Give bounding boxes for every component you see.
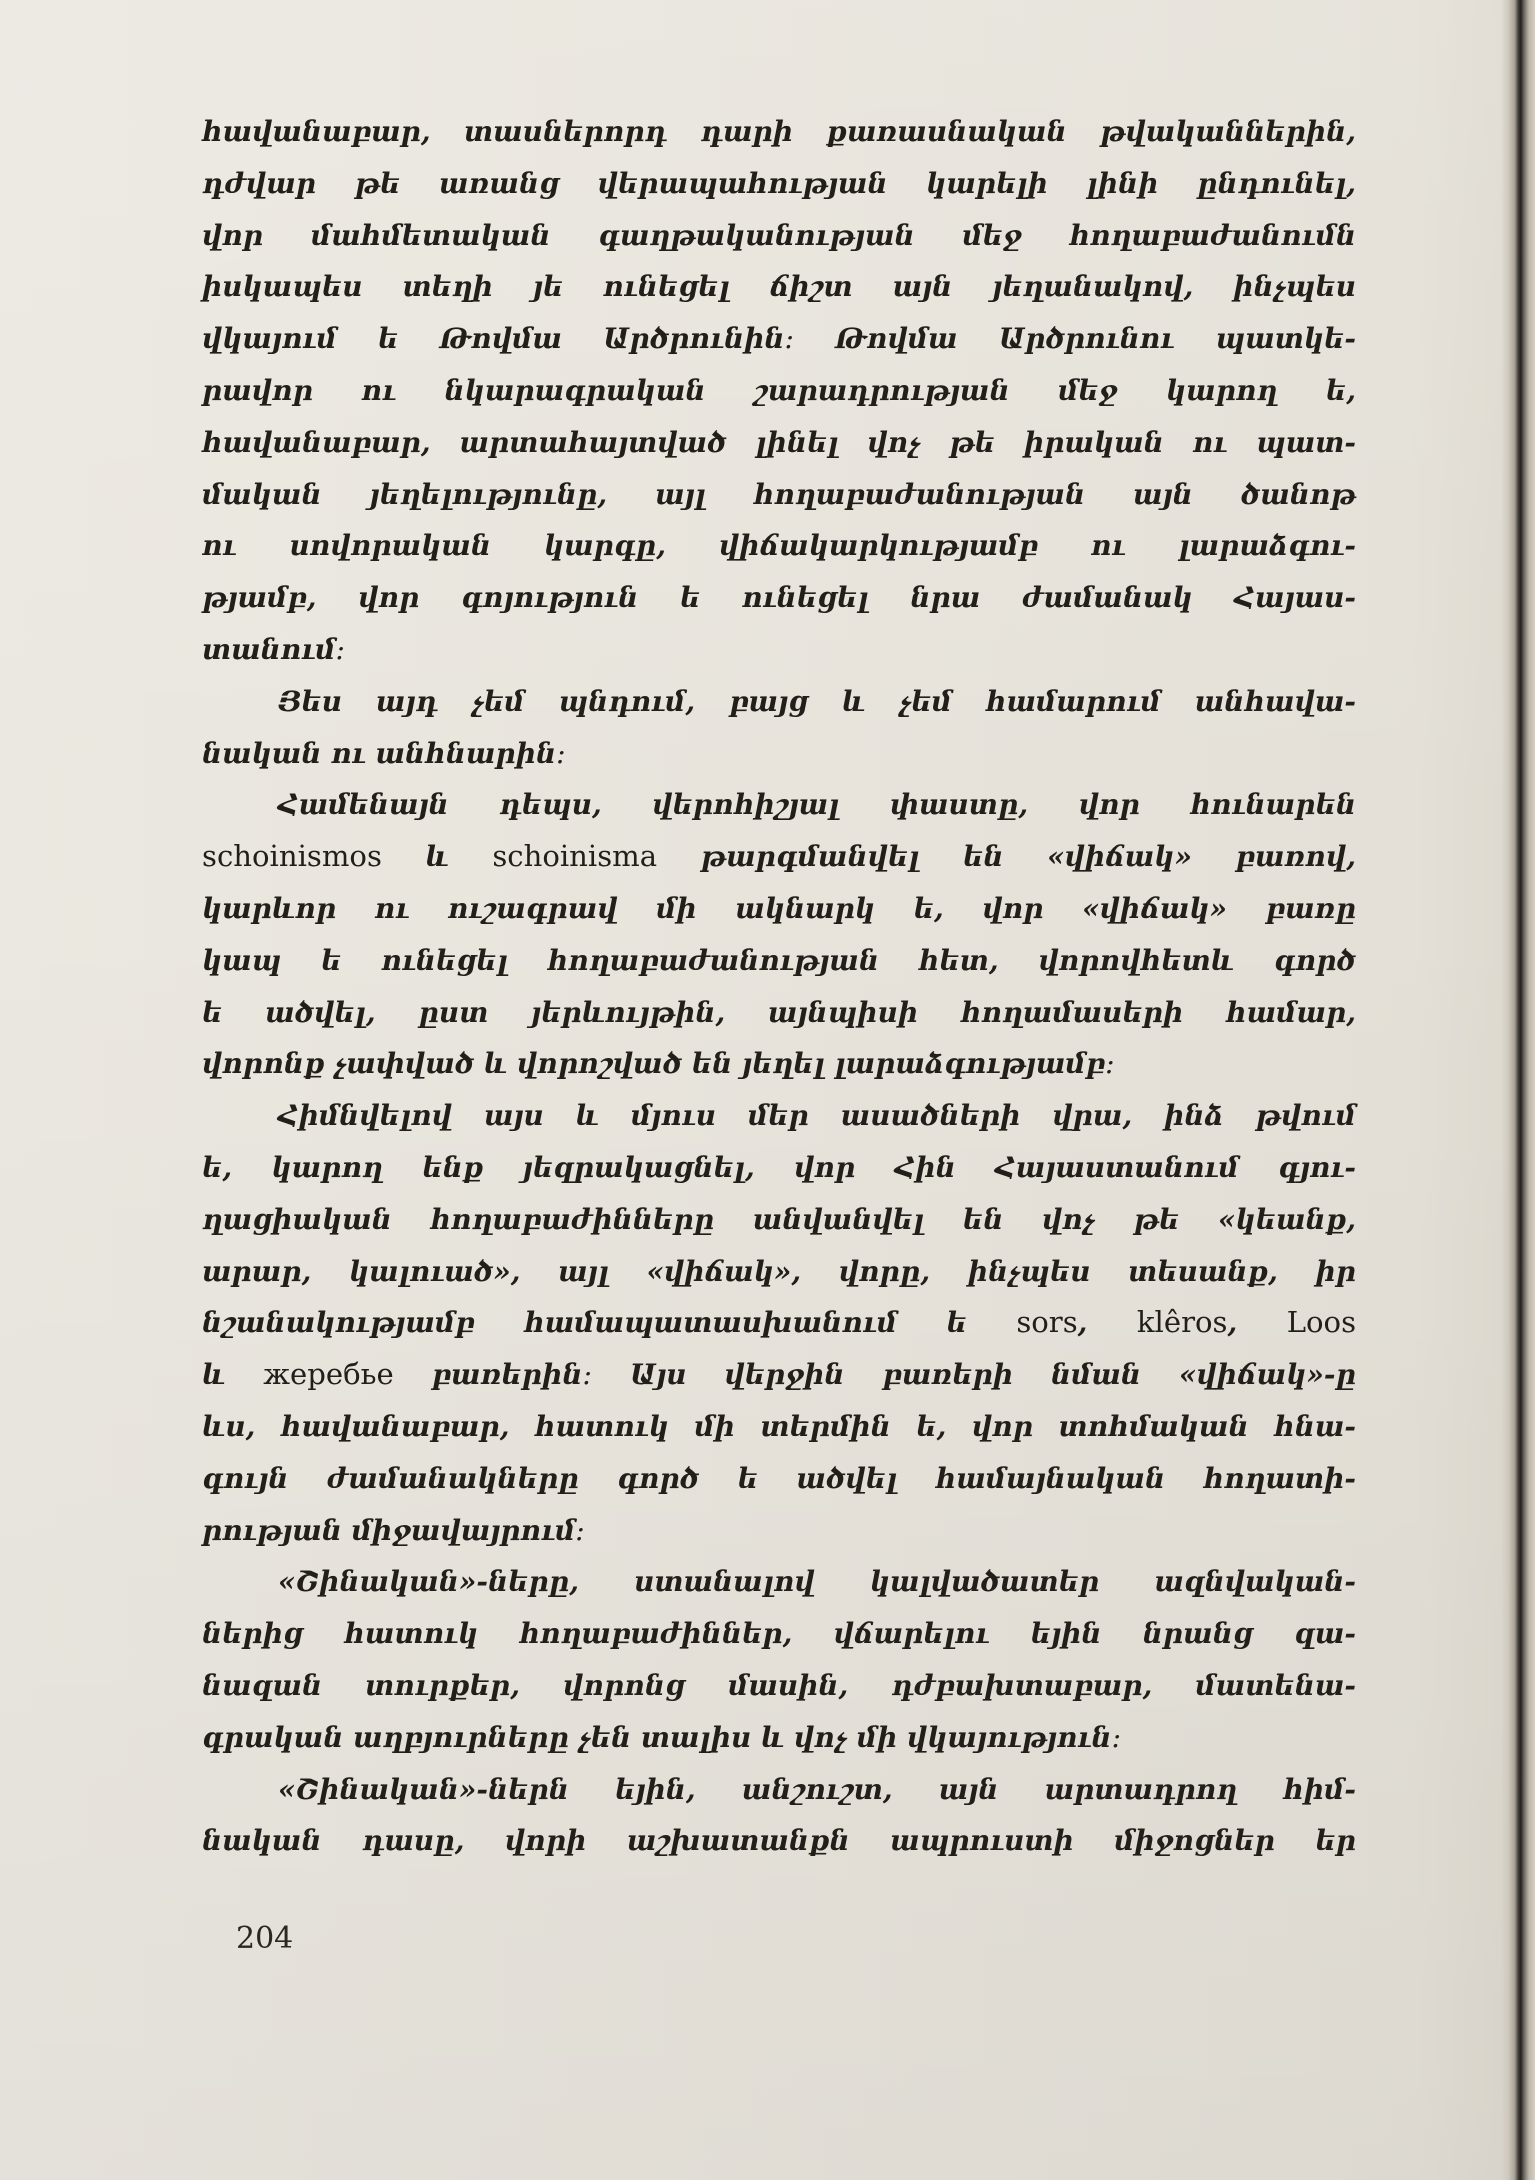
text-line: նազան տուրքեր, վորոնց մասին, դժբախտաբար, մատենա- xyxy=(202,1668,1356,1702)
paragraph xyxy=(202,676,1356,780)
text-line: վոր մահմետական գաղթականության մեջ հողաբաժանումն xyxy=(202,218,1356,252)
text-line: թյամբ, վոր գոյություն ե ունեցել նրա ժամանակ Հայաս- xyxy=(202,581,1356,615)
text-line: դժվար թե առանց վերապահության կարելի լինի ընդունել, xyxy=(202,166,1356,200)
text-line: schoinismos և schoinisma թարգմանվել են «վիճակ» բառով, xyxy=(202,839,1356,874)
foreign-word: schoinisma xyxy=(492,839,658,874)
foreign-word: жеребье xyxy=(263,1357,394,1392)
text-line: ևս, հավանաբար, հատուկ մի տերմին ե, վոր տոհմական հնա- xyxy=(202,1409,1356,1443)
page-number: 204 xyxy=(236,1921,294,1956)
text-line: գրական աղբյուրները չեն տալիս և վոչ մի վկայություն։ xyxy=(202,1720,1122,1754)
text-line: վորոնք չափված և վորոշված են յեղել լարաձգությամբ։ xyxy=(202,1047,1115,1081)
text-line: ու սովորական կարգը, վիճակարկությամբ ու լարաձգու- xyxy=(202,529,1356,563)
text-line: հավանաբար, տասներորդ դարի քառասնական թվականներին, xyxy=(202,115,1356,148)
text-line: մական յեղելությունը, այլ հողաբաժանության այն ծանոթ xyxy=(202,477,1356,511)
foreign-word: klêros xyxy=(1136,1305,1228,1340)
text-line: իսկապես տեղի յե ունեցել ճիշտ այն յեղանակով, ինչպես xyxy=(202,270,1356,304)
text-line: նշանակությամբ համապատասխանում ե sors, klêros, Loos xyxy=(202,1305,1357,1340)
text-line: ե, կարող ենք յեզրակացնել, վոր Հին Հայաստանում գյու- xyxy=(202,1150,1356,1184)
text-line: րավոր ու նկարագրական շարադրության մեջ կարող ե, xyxy=(202,373,1356,407)
text-line: «Շինական»-ներն եյին, անշուշտ, այն արտադրող հիմ- xyxy=(278,1772,1356,1806)
foreign-word: Loos xyxy=(1286,1305,1357,1340)
text-line: րության միջավայրում։ xyxy=(202,1513,585,1547)
text-line: կարևոր ու ուշագրավ մի ակնարկ ե, վոր «վիճակ» բառը xyxy=(202,891,1356,925)
foreign-word: schoinismos xyxy=(202,839,382,874)
paragraph xyxy=(202,1764,1356,1868)
text-line: գույն ժամանակները գործ ե ածվել համայնական հողատի- xyxy=(202,1461,1356,1495)
text-line: Հիմնվելով այս և մյուս մեր ասածների վրա, ինձ թվում xyxy=(278,1099,1356,1133)
text-line: Յես այդ չեմ պնդում, բայց և չեմ համարում անհավա- xyxy=(278,684,1356,718)
text-line: նական դասը, վորի աշխատանքն ապրուստի միջոցներ եր xyxy=(202,1824,1356,1858)
text-line: ղացիական հողաբաժինները անվանվել են վոչ թե «կեանք, xyxy=(202,1202,1356,1236)
text-line: արար, կալուած», այլ «վիճակ», վորը, ինչպես տեսանք, իր xyxy=(202,1254,1356,1288)
text-line: և жеребье բառերին։ Այս վերջին բառերի նման «վիճակ»-ը xyxy=(202,1357,1356,1392)
text-line: ե ածվել, ըստ յերևույթին, այնպիսի հողամասերի համար, xyxy=(202,995,1356,1029)
text-line: նական ու անհնարին։ xyxy=(202,736,566,770)
text-line: վկայում ե Թովմա Արծրունին։ Թովմա Արծրունու պատկե- xyxy=(202,322,1356,356)
text-line: «Շինական»-ները, ստանալով կալվածատեր ազնվական- xyxy=(278,1565,1356,1599)
body-text xyxy=(202,106,1356,1867)
paragraph xyxy=(202,779,1356,1090)
paragraph xyxy=(202,106,1356,676)
text-line: հավանաբար, արտահայտված լինել վոչ թե իրական ու պատ- xyxy=(202,425,1356,459)
binding-shadow xyxy=(1501,0,1535,2180)
text-line: Համենայն դեպս, վերոհիշյալ փաստը, վոր հունարեն xyxy=(278,788,1356,822)
text-line: կապ ե ունեցել հողաբաժանության հետ, վորովհետև գործ xyxy=(202,943,1356,977)
paragraph xyxy=(202,1090,1356,1556)
foreign-word: sors xyxy=(1016,1305,1078,1340)
text-line: ներից հատուկ հողաբաժիններ, վճարելու եյին նրանց զա- xyxy=(202,1617,1356,1651)
paragraph xyxy=(202,1556,1356,1763)
text-line: տանում։ xyxy=(202,632,346,666)
